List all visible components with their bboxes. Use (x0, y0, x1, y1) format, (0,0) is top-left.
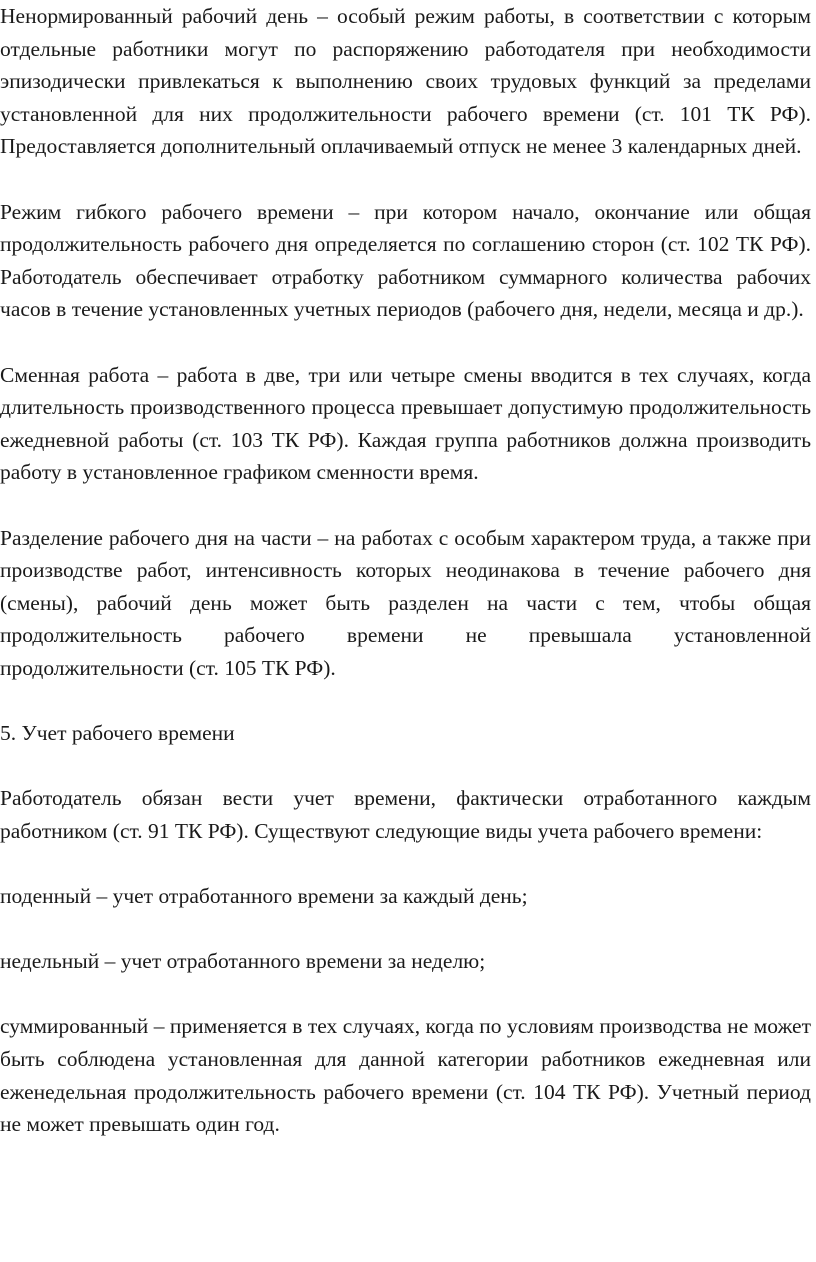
paragraph-spacer (0, 750, 811, 783)
list-item-summarized: суммированный – применяется в тех случаях, когда по условиям производства не может быть соблюдена установленная для данной категории работников ежедневная или еженедельная продолжительность рабочего времени (ст. 104 ТК РФ). Учетный период не может превышать один год. (0, 1014, 811, 1137)
list-item-daily: поденный – учет отработанного времени за каждый день; (0, 884, 528, 909)
paragraph-split-workday: Разделение рабочего дня на части – на работах с особым характером труда, а также при производстве работ, интенсивность которых неодинакова в течение рабочего дня (смены), рабочий день может быть разделен на части с тем, чтобы общая продолжительность рабочего времени не превышала установленной продолжительности (ст. 105 ТК РФ). (0, 525, 811, 680)
paragraph-flexible-time: Режим гибкого рабочего времени – при котором начало, окончание или общая продолжительность рабочего дня определяется по соглашению сторон (ст. 102 ТК РФ). Работодатель обеспечивает отработку работником суммарного количества рабочих часов в течение установленных учетных периодов (рабочего дня, недели, месяца и др.). (0, 199, 811, 322)
paragraph-spacer (0, 978, 811, 1011)
paragraph-spacer (0, 489, 811, 522)
paragraph-spacer (0, 913, 811, 946)
paragraph-accounting-intro: Работодатель обязан вести учет времени, фактически отработанного каждым работником (ст. 91 ТК РФ). Существуют следующие виды учета рабочего времени: (0, 786, 811, 843)
paragraph-spacer (0, 684, 811, 717)
paragraph-spacer (0, 847, 811, 880)
paragraph-shift-work: Сменная работа – работа в две, три или четыре смены вводится в тех случаях, когда длительность производственного процесса превышает допустимую продолжительность ежедневной работы (ст. 103 ТК РФ). Каждая группа работников должна производить работу в установленное графиком сменности время. (0, 362, 811, 485)
paragraph-irregular-workday: Ненормированный рабочий день – особый режим работы, в соответствии с которым отдельные работники могут по распоряжению работодателя при необходимости эпизодически привлекаться к выполнению своих трудовых функций за пределами установленной для них продолжительности рабочего времени (ст. 101 ТК РФ). Предоставляется дополнительный оплачиваемый отпуск не менее 3 календарных дней. (0, 4, 811, 159)
paragraph-spacer (0, 326, 811, 359)
paragraph-spacer (0, 163, 811, 196)
list-item-weekly: недельный – учет отработанного времени за неделю; (0, 949, 486, 974)
section-heading-time-accounting: 5. Учет рабочего времени (0, 721, 235, 746)
